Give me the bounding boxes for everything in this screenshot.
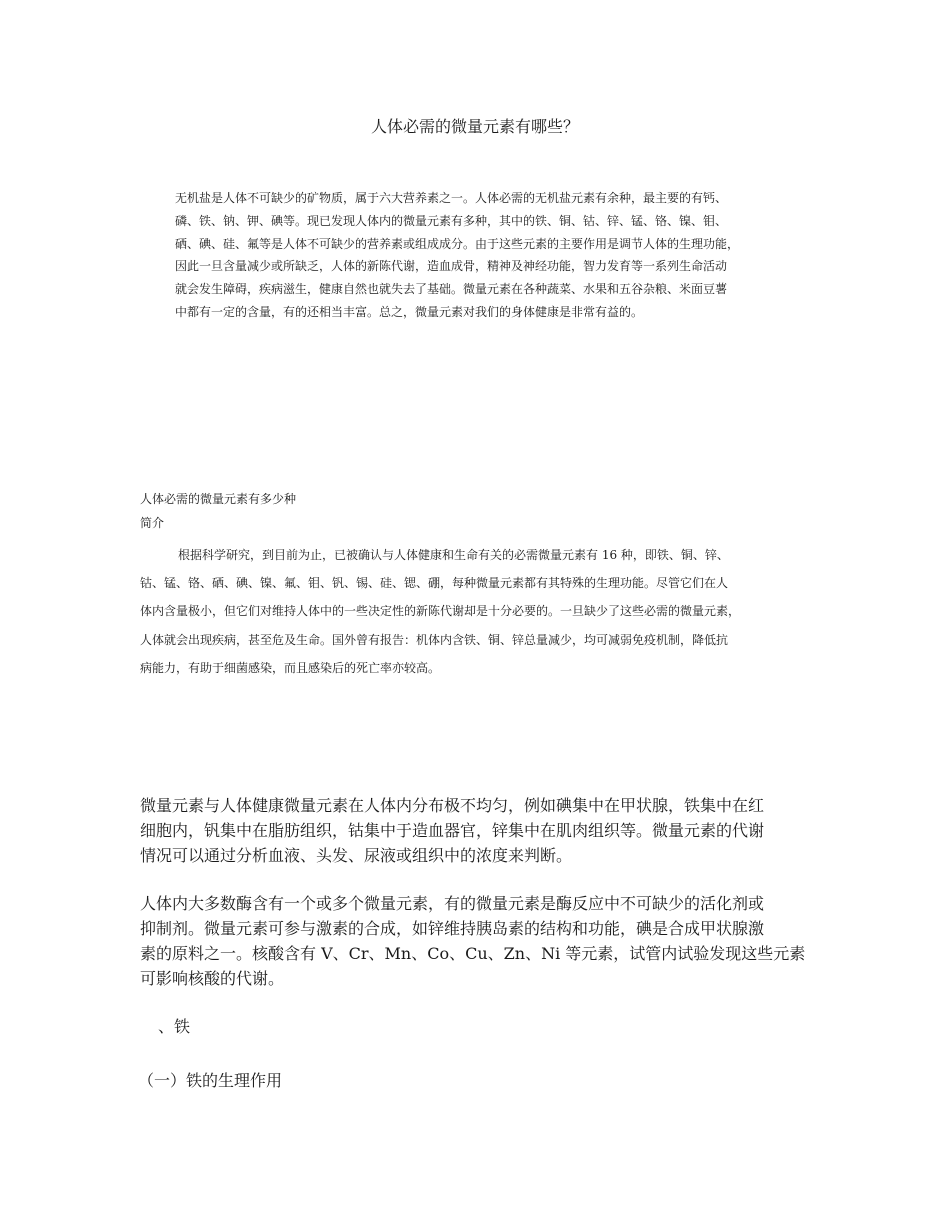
intro-line: 硒、碘、硅、氟等是人体不可缺少的营养素或组成成分。由于这些元素的主要作用是调节人体的生理功能， — [175, 236, 740, 251]
intro-paragraph — [175, 187, 815, 324]
intro-line: 因此一旦含量减少或所缺乏，人体的新陈代谢，造血成骨，精神及神经功能，智力发育等一系列生命活动 — [175, 259, 728, 274]
section-line: 病能力，有助于细菌感染，而且感染后的死亡率亦较高。 — [140, 660, 441, 675]
intro-line: 中都有一定的含量，有的还相当丰富。总之，微量元素对我们的身体健康是非常有益的。 — [175, 304, 644, 319]
body-line: 细胞内，钒集中在脂肪组织，钴集中于造血器官，锌集中在肌肉组织等。微量元素的代谢 — [140, 821, 765, 840]
intro-line: 无机盐是人体不可缺少的矿物质，属于六大营养素之一。人体必需的无机盐元素有余种，最主要的有钙、 — [175, 191, 728, 205]
iron-heading: 、铁 — [158, 1017, 191, 1036]
body-line: 情况可以通过分析血液、头发、尿液或组织中的浓度来判断。 — [140, 846, 573, 865]
body-line: 人体内大多数酶含有一个或多个微量元素，有的微量元素是酶反应中不可缺少的活化剂或 — [140, 894, 765, 913]
body-paragraph — [140, 793, 830, 868]
section-line: 钴、锰、铬、硒、碘、镍、氟、钼、钒、锡、硅、锶、硼，每种微量元素都有其特殊的生理功能。尽管它们在人 — [140, 576, 729, 591]
section-paragraph — [140, 541, 840, 682]
body-paragraph — [140, 891, 830, 991]
body-line: 微量元素与人体健康微量元素在人体内分布极不均匀，例如碘集中在甲状腺，铁集中在红 — [140, 796, 765, 815]
body-line: 可影响核酸的代谢。 — [140, 969, 285, 988]
section-heading: 人体必需的微量元素有多少种 — [140, 492, 297, 506]
intro-line: 就会发生障碍，疾病滋生，健康自然也就失去了基础。微量元素在各种蔬菜、水果和五谷杂粮、米面豆薯 — [175, 282, 728, 297]
section-line: 根据科学研究，到目前为止，已被确认与人体健康和生命有关的必需微量元素有 16 种，即铁、铜、锌、 — [178, 548, 729, 562]
body-line: 抑制剂。微量元素可参与激素的合成，如锌维持胰岛素的结构和功能，碘是合成甲状腺激 — [140, 919, 765, 938]
page-title: 人体必需的微量元素有哪些？ — [370, 117, 579, 136]
section-line: 人体就会出现疾病，甚至危及生命。国外曾有报告：机体内含铁、铜、锌总量减少，均可减弱免疫机制，降低抗 — [140, 632, 729, 647]
section-subheading: 简介 — [140, 516, 165, 530]
intro-line: 磷、铁、钠、钾、碘等。现已发现人体内的微量元素有多种，其中的铁、铜、钴、锌、锰、铬、镍、钼、 — [175, 213, 728, 228]
section-line: 体内含量极小，但它们对维持人体中的一些决定性的新陈代谢却是十分必要的。一旦缺少了这些必需的微量元素， — [140, 604, 741, 619]
body-line: 素的原料之一。核酸含有 V、Cr、Mn、Co、Cu、Zn、Ni 等元素，试管内试验发现这些元素 — [140, 944, 806, 963]
iron-subheading: （一）铁的生理作用 — [138, 1071, 283, 1090]
